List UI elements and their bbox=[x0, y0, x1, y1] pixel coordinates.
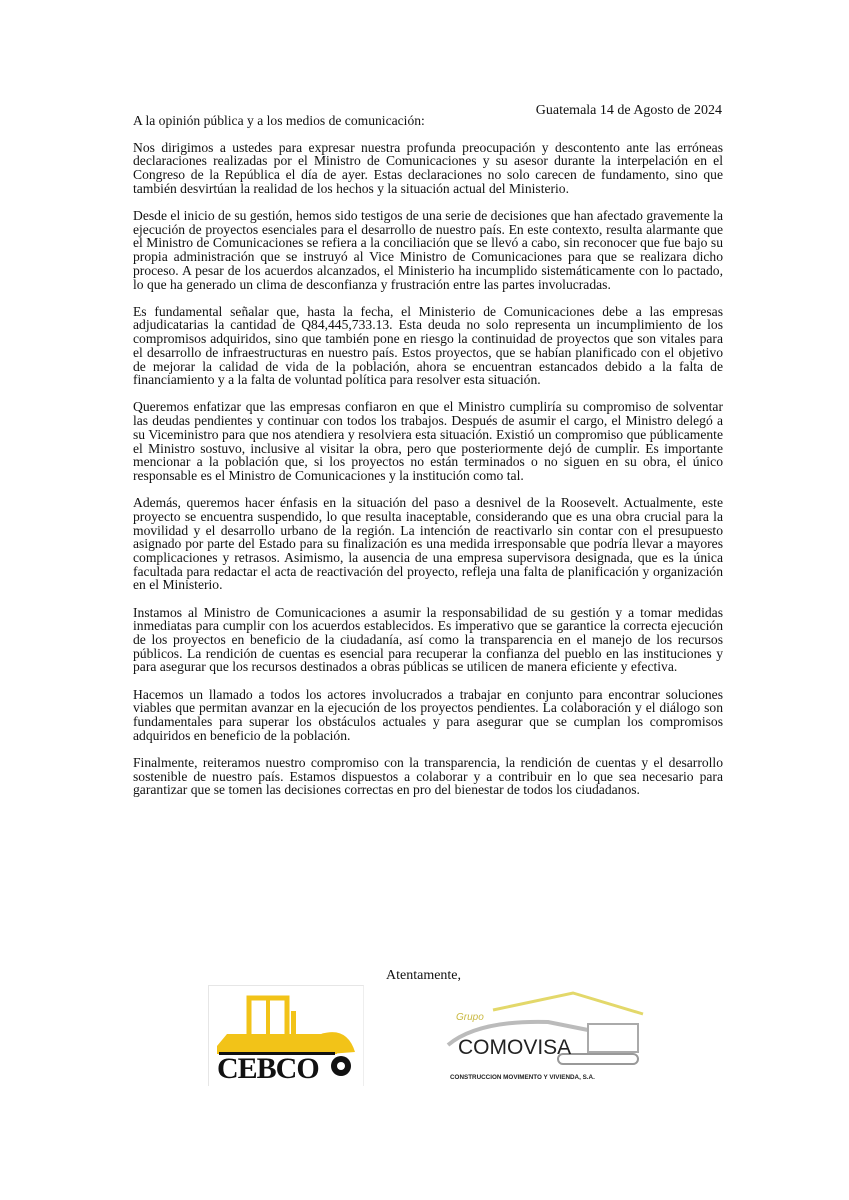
closing: Atentamente, bbox=[386, 968, 462, 983]
comovisa-logo bbox=[438, 990, 648, 1082]
comovisa-excavator-icon bbox=[438, 990, 648, 1082]
paragraph: Además, queremos hacer énfasis en la situación del paso a desnivel de la Roosevelt. Actualmente, este proyecto se encuentra suspendido, lo que resulta inaceptable, considerando que es una obra crucial para la movilidad y el desarrollo urbano de la región. La intención de reactivarlo sin contar con el presupuesto asignado por parte del Estado para su finalización es una medida irresponsable que podría llevar a mayores complicaciones y retrasos. Asimismo, la ausencia de una empresa supervisora designada, que es la única facultada para redactar el acta de reactivación del proyecto, refleja una falta de planificación y organización en el Ministerio. bbox=[133, 495, 723, 593]
cebco-logo bbox=[208, 985, 364, 1086]
letter-body bbox=[133, 114, 723, 811]
paragraph: Finalmente, reiteramos nuestro compromiso con la transparencia, la rendición de cuentas y el desarrollo sostenible de nuestro país. Estamos dispuestos a colaborar y a contribuir en lo que sea necesario para garantizar que se tomen las decisiones correctas en pro del bienestar de todos los ciudadanos. bbox=[133, 754, 723, 798]
paragraph: Es fundamental señalar que, hasta la fecha, el Ministerio de Comunicaciones debe a las empresas adjudicatarias la cantidad de Q84,445,733.13. Esta deuda no solo representa un incumplimiento de los compromisos adquiridos, sino que también pone en riesgo la continuidad de proyectos que son vitales para el desarrollo de infraestructuras en nuestro país. Estos proyectos, que se habían planificado con el objetivo de mejorar la calidad de vida de la población, ahora se encuentran estancados debido a la falta de financiamiento y a la falta de voluntad política para resolver esta situación. bbox=[133, 303, 723, 388]
comovisa-tagline: CONSTRUCCION MOVIMENTO Y VIVIENDA, S.A. bbox=[450, 1074, 595, 1081]
paragraph: Hacemos un llamado a todos los actores involucrados a trabajar en conjunto para encontrar soluciones viables que permitan avanzar en la ejecución de los proyectos pendientes. La colaboración y el diálogo son fundamentales para superar los obstáculos actuales y para asegurar que se cumplan los compromisos adquiridos en beneficio de la población. bbox=[133, 686, 723, 743]
comovisa-logo-text: COMOVISA bbox=[458, 1036, 572, 1059]
comovisa-prefix: Grupo bbox=[456, 1012, 484, 1023]
letter-date: Guatemala 14 de Agosto de 2024 bbox=[535, 103, 722, 118]
paragraph: Instamos al Ministro de Comunicaciones a asumir la responsabilidad de su gestión y a tomar medidas inmediatas para cumplir con los acuerdos establecidos. Es imperativo que se garantice la correcta ejecución de los proyectos en beneficio de la ciudadanía, así como la transparencia en el manejo de los recursos públicos. La rendición de cuentas es esencial para recuperar la confianza del pueblo en las instituciones y para asegurar que los recursos destinados a obras públicas se utilicen de manera eficiente y efectiva. bbox=[133, 604, 723, 675]
paragraph: Queremos enfatizar que las empresas confiaron en que el Ministro cumpliría su compromiso de solventar las deudas pendientes y continuar con todos los trabajos. Después de asumir el cargo, el Ministro delegó a su Viceministro para que nos atendiera y resolviera esta situación. Existió un compromiso que públicamente el Ministro sostuvo, inclusive al visitar la obra, pero que posteriormente dejó de cumplir. Es importante mencionar a la población que, si los proyectos no están terminados o no siguen en su obra, el único responsable es el Ministro de Comunicaciones y la institución como tal. bbox=[133, 399, 723, 483]
paragraph: Nos dirigimos a ustedes para expresar nuestra profunda preocupación y descontento ante las erróneas declaraciones realizadas por el Ministro de Comunicaciones y su asesor durante la interpelación en el Congreso de la República el día de ayer. Estas declaraciones no solo carecen de fundamento, sino que también desvirtúan la realidad de los hechos y la situación actual del Ministerio. bbox=[133, 139, 723, 196]
cebco-logo-text: CEBCO bbox=[217, 1052, 319, 1085]
paragraph: Desde el inicio de su gestión, hemos sido testigos de una serie de decisiones que han afectado gravemente la ejecución de proyectos esenciales para el desarrollo de nuestro país. En este contexto, resulta alarmante que el Ministro de Comunicaciones se refiera a la conciliación que se llevó a cabo, sin reconocer que fue bajo su propia administración que se instruyó al Vice Ministro de Comunicaciones para que se realizara dicho proceso. A pesar de los acuerdos alcanzados, el Ministerio ha incumplido sistemáticamente con lo pactado, lo que ha generado un clima de desconfianza y frustración entre las partes involucradas. bbox=[133, 208, 723, 292]
cebco-bulldozer-icon bbox=[209, 986, 363, 1086]
salutation: A la opinión pública y a los medios de comunicación: bbox=[133, 113, 425, 128]
